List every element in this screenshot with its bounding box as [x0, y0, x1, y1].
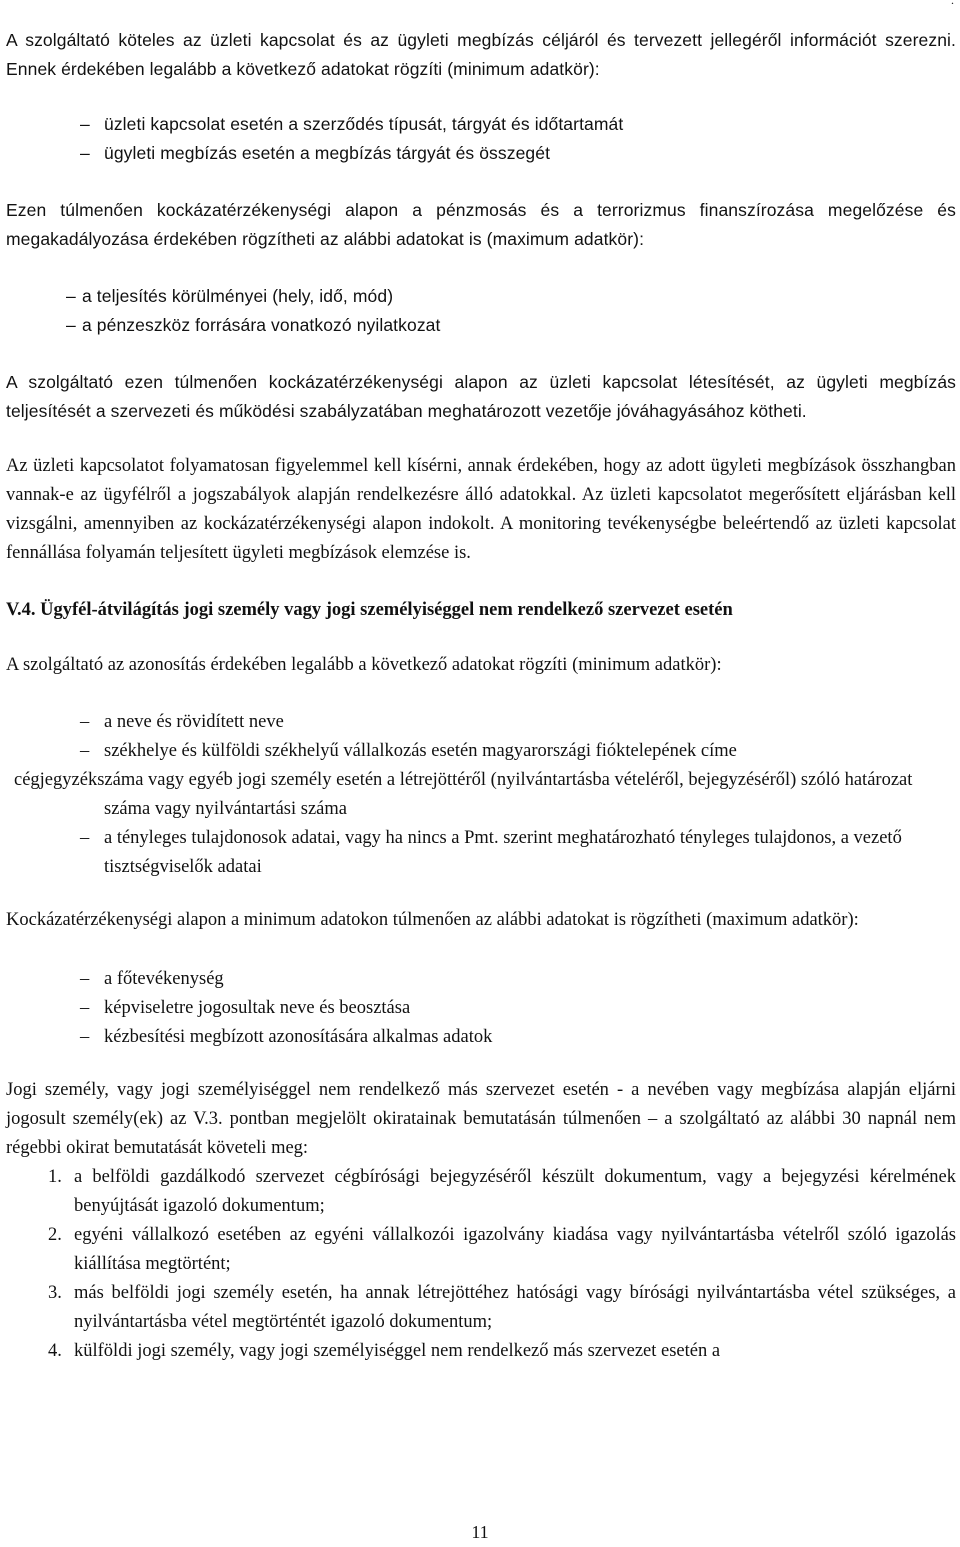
numbered-item — [6, 1279, 956, 1337]
list-item: – üzleti kapcsolat esetén a szerződés típusát, tárgyát és időtartamát — [80, 110, 956, 139]
optional-data-list — [80, 965, 956, 1052]
section-heading: V.4. Ügyfél-átvilágítás jogi személy vagy jogi személyiséggel nem rendelkező szervezet esetén — [6, 600, 733, 620]
list-item: – a neve és rövidített neve — [80, 708, 956, 737]
paragraph-2: Ezen túlmenően kockázatérzékenységi alapon a pénzmosás és a terrorizmus finanszírozása megelőzése és megakadályozása érdekében rögzítheti az alábbi adatokat is (maximum adatkör): — [6, 200, 956, 249]
list-item: – ügyleti megbízás esetén a megbízás tárgyát és összegét — [80, 139, 956, 168]
list-item: – cégjegyzékszáma vagy egyéb jogi személy esetén a létrejöttéről (nyilvántartásba vételéről, bejegyzéséről) szóló határozat száma vagy nyilvántartási száma — [80, 766, 956, 824]
document-page — [6, 26, 956, 1366]
numbered-item — [6, 1221, 956, 1279]
paragraph-7: Jogi személy, vagy jogi személyiséggel nem rendelkező más szervezet esetén - a nevében vagy megbízása alapján eljárni jogosult személy(ek) az V.3. pontban megjelölt okiratainak bemutatásán túlmenően – a szolgáltató az alábbi 30 napnál nem régebbi okirat bemutatását követeli meg: — [6, 1080, 956, 1158]
paragraph-1: A szolgáltató köteles az üzleti kapcsolat és az ügyleti megbízás céljáról és tervezett jellegéről információt szerezni. Ennek érdekében legalább a következő adatokat rögzíti (minimum adatkör): — [6, 30, 956, 79]
document-requirements-list — [6, 1163, 956, 1366]
list-item: – képviseletre jogosultak neve és beosztása — [80, 994, 956, 1023]
identification-data-list — [14, 708, 956, 882]
maximum-data-list — [66, 282, 956, 340]
paragraph-6: Kockázatérzékenységi alapon a minimum adatokon túlmenően az alábbi adatokat is rögzítheti (maximum adatkör): — [6, 910, 859, 930]
paragraph-3: A szolgáltató ezen túlmenően kockázatérzékenységi alapon az üzleti kapcsolat létesítését, az ügyleti megbízás teljesítését a szervezeti és működési szabályzatában meghatározott vezetője jóváhagyásához kötheti. — [6, 372, 956, 421]
minimum-data-list — [80, 110, 956, 168]
list-item: – a tényleges tulajdonosok adatai, vagy ha nincs a Pmt. szerint meghatározható tényleges tulajdonos, a vezető tisztségviselők adatai — [80, 824, 956, 882]
item-text: egyéni vállalkozó esetében az egyéni vállalkozói igazolvány kiadása vagy nyilvántartásba vételről szóló igazolás kiállítása megtörtént; — [74, 1225, 956, 1274]
paragraph-5: A szolgáltató az azonosítás érdekében legalább a következő adatokat rögzíti (minimum adatkör): — [6, 655, 722, 675]
numbered-item — [6, 1337, 956, 1366]
item-text: más belföldi jogi személy esetén, ha annak létrejöttéhez hatósági vagy bírósági nyilvántartásba vétel szükséges, a nyilvántartásba vétel megtörténtét igazoló dokumentum; — [74, 1283, 956, 1332]
page-number: 11 — [471, 1522, 489, 1542]
item-text: külföldi jogi személy, vagy jogi személyiséggel nem rendelkező más szervezet esetén a — [74, 1341, 721, 1361]
corner-mark: . — [951, 0, 954, 7]
list-item: – a pénzeszköz forrására vonatkozó nyilatkozat — [66, 311, 956, 340]
list-item: – kézbesítési megbízott azonosítására alkalmas adatok — [80, 1023, 956, 1052]
item-number: 4. — [48, 1341, 62, 1361]
numbered-item — [6, 1163, 956, 1221]
list-item: – a főtevékenység — [80, 965, 956, 994]
item-text: a belföldi gazdálkodó szervezet cégbírósági bejegyzéséről készült dokumentum, vagy a bejegyzési kérelmének benyújtását igazoló dokumentum; — [74, 1167, 956, 1216]
item-number: 2. — [48, 1225, 62, 1245]
paragraph-4: Az üzleti kapcsolatot folyamatosan figyelemmel kell kísérni, annak érdekében, hogy az adott ügyleti megbízások összhangban vannak-e az ügyfélről a jogszabályok alapján rendelkezésre álló adatokkal. Az üzleti kapcsolatot megerősített eljárásban kell vizsgálni, amennyiben az kockázatérzékenységi alapon indokolt. A monitoring tevékenységbe beleértendő az üzleti kapcsolat fennállása folyamán teljesített ügyleti megbízások elemzése is. — [6, 456, 956, 563]
item-number: 3. — [48, 1283, 62, 1303]
list-item: – székhelye és külföldi székhelyű vállalkozás esetén magyarországi fióktelepének címe — [80, 737, 956, 766]
list-item: – a teljesítés körülményei (hely, idő, mód) — [66, 282, 956, 311]
item-number: 1. — [48, 1167, 62, 1187]
